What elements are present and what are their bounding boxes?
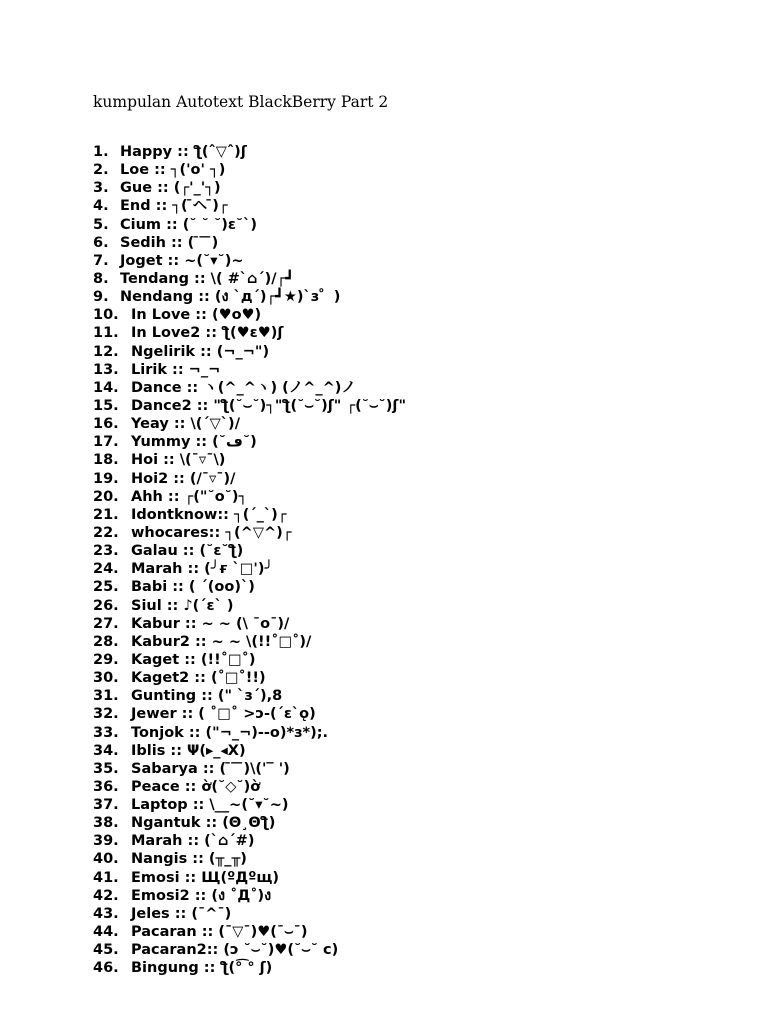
list-item-number: 22. (93, 524, 119, 541)
list-item (93, 161, 753, 179)
list-item-text: In Love2 :: ƪ(♥ε♥)ʃ (131, 325, 284, 342)
list-item-text: Marah :: (╯ғ `□')╯ (131, 561, 274, 578)
list-item-number: 17. (93, 434, 119, 451)
list-item-text: Sedih :: ( ̄‾ ̄) (120, 234, 219, 251)
list-item-number: 8. (93, 270, 109, 287)
list-item-text: Nendang :: (ง `д´)┌┛★)`з゜) (120, 289, 341, 306)
list-item (93, 832, 753, 850)
list-item (93, 633, 753, 651)
list-item-number: 33. (93, 724, 119, 741)
list-item (93, 941, 753, 959)
document-title: kumpulan Autotext BlackBerry Part 2 (93, 93, 389, 111)
list-item-text: Galau :: (˘ε˘ƪ) (131, 543, 244, 560)
list-item-text: Loe :: ┐('o' ┐) (120, 162, 226, 179)
list-item-text: Peace :: ờ(˘◇˘)ờ (131, 778, 261, 795)
list-item-number: 31. (93, 688, 119, 705)
list-item-text: Kaget :: (!!˚□˚) (131, 651, 256, 668)
list-item-number: 41. (93, 869, 119, 886)
list-item (93, 397, 753, 415)
list-item (93, 578, 753, 596)
list-item-text: Hoi :: \(¯▿¯\) (131, 452, 226, 469)
list-item (93, 814, 753, 832)
list-item-text: Emosi :: Щ(ºДºщ) (131, 869, 280, 886)
list-item-text: Babi :: ( ´(oo)`) (131, 579, 255, 596)
list-item-number: 9. (93, 289, 109, 306)
list-item (93, 796, 753, 814)
list-item-number: 13. (93, 361, 119, 378)
list-item-text: Yeay :: \(´▽`)/ (131, 416, 240, 433)
list-item (93, 252, 753, 270)
list-item (93, 651, 753, 669)
list-item-text: Kaget2 :: (˚□˚!!) (131, 670, 266, 687)
list-item-number: 29. (93, 651, 119, 668)
list-item-text: Gunting :: (" `з´),8 (131, 688, 283, 705)
list-item (93, 959, 753, 977)
list-item-text: Tonjok :: ("¬_¬)--o)*з*);. (131, 724, 329, 741)
list-item-number: 16. (93, 416, 119, 433)
list-item (93, 270, 753, 288)
list-item (93, 197, 753, 215)
list-item-text: Dance :: ヽ(^_^ヽ) (ノ^_^)ノ (131, 379, 356, 396)
list-item-number: 18. (93, 452, 119, 469)
list-item (93, 306, 753, 324)
list-item-text: Siul :: ♪(´ε` ) (131, 597, 234, 614)
list-item-number: 38. (93, 815, 119, 832)
list-item-text: Emosi2 :: (ง ˚Д˚)ง (131, 887, 272, 904)
list-item-text: End :: ┐( ̄ヘ ̄)┌ (120, 198, 228, 215)
list-item-number: 32. (93, 706, 119, 723)
list-item (93, 415, 753, 433)
list-item-number: 23. (93, 543, 119, 560)
list-item-text: In Love :: (♥o♥) (131, 307, 262, 324)
list-item-text: Yummy :: (˘ڡ˘) (131, 434, 257, 451)
list-item-text: whocares:: ┐(^▽^)┌ (131, 524, 292, 541)
list-item-number: 19. (93, 470, 119, 487)
list-item-number: 15. (93, 397, 119, 414)
list-item-text: Joget :: ~(˘▾˘)~ (120, 252, 244, 269)
list-item (93, 324, 753, 342)
list-item-text: Nangis :: (╥_╥) (131, 851, 247, 868)
list-item (93, 778, 753, 796)
list-item-text: Sabarya :: ( ̄‾ ̄)\('‾ ') (131, 760, 290, 777)
list-item-number: 37. (93, 797, 119, 814)
list-item-number: 36. (93, 778, 119, 795)
list-item-number: 11. (93, 325, 119, 342)
list-item-number: 24. (93, 561, 119, 578)
list-item-number: 3. (93, 180, 109, 197)
list-item-number: 20. (93, 488, 119, 505)
list-item (93, 179, 753, 197)
list-item (93, 506, 753, 524)
list-item-number: 21. (93, 506, 119, 523)
list-item (93, 597, 753, 615)
list-item-text: Laptop :: \__~(˘▾˘~) (131, 797, 289, 814)
list-item-text: Ngantuk :: (Θ¸Θƪ) (131, 815, 276, 832)
list-item-text: Dance2 :: "ƪ(˘⌣˘)┐"ƪ(˘⌣˘)ʃ" ┌(˘⌣˘)ʃ" (131, 397, 407, 414)
list-item-text: Jewer :: ( ˚□˚ >ↄ-(´ε`ǫ) (131, 706, 316, 723)
list-item-number: 45. (93, 942, 119, 959)
list-item-text: Kabur :: ~ ~ (\ ¯o¯)/ (131, 615, 290, 632)
list-item-text: Ahh :: ┌("˘o˘)┐ (131, 488, 248, 505)
list-item-text: Iblis :: Ψ(▸_◂X) (131, 742, 246, 759)
list-item (93, 288, 753, 306)
list-item-number: 27. (93, 615, 119, 632)
list-item (93, 361, 753, 379)
list-item (93, 560, 753, 578)
list-item-text: Hoi2 :: (/¯▿¯)/ (131, 470, 236, 487)
list-item-number: 46. (93, 960, 119, 977)
list-item-number: 25. (93, 579, 119, 596)
list-item-number: 6. (93, 234, 109, 251)
list-item-text: Marah :: (`⌂´#) (131, 833, 255, 850)
list-item-number: 2. (93, 162, 109, 179)
list-item (93, 760, 753, 778)
list-item (93, 669, 753, 687)
list-item (93, 687, 753, 705)
list-item (93, 451, 753, 469)
list-item-number: 28. (93, 633, 119, 650)
list-item-text: Cium :: (˘ ˘ ˘)ε˘`) (120, 216, 258, 233)
list-item (93, 850, 753, 868)
list-item-text: Gue :: (┌'_'┐) (120, 180, 221, 197)
list-item (93, 742, 753, 760)
list-item-number: 5. (93, 216, 109, 233)
list-item-number: 12. (93, 343, 119, 360)
list-item-number: 30. (93, 670, 119, 687)
list-item-text: Pacaran :: (¯▽¯)♥(¯⌣¯) (131, 924, 308, 941)
list-item (93, 234, 753, 252)
list-item-number: 43. (93, 905, 119, 922)
list-item-text: Lirik :: ¬_¬ (131, 361, 221, 378)
autotext-list (93, 143, 753, 977)
list-item-text: Jeles :: (¯^¯) (131, 905, 232, 922)
list-item (93, 542, 753, 560)
list-item-number: 39. (93, 833, 119, 850)
list-item-text: Bingung :: ƪ(°͡ ° ʃ) (131, 960, 273, 977)
list-item (93, 470, 753, 488)
list-item (93, 216, 753, 234)
list-item (93, 923, 753, 941)
list-item-text: Kabur2 :: ~ ~ \(!!˚□˚)/ (131, 633, 312, 650)
list-item-text: Happy :: ƪ(ˆ▽ˆ)ʃ (120, 144, 247, 160)
list-item (93, 379, 753, 397)
list-item-text: Idontknow:: ┐(´_`)┌ (131, 506, 287, 523)
list-item (93, 343, 753, 361)
list-item-number: 26. (93, 597, 119, 614)
list-item (93, 724, 753, 742)
list-item-number: 35. (93, 760, 119, 777)
list-item (93, 488, 753, 506)
list-item-number: 4. (93, 198, 109, 215)
list-item (93, 143, 753, 161)
list-item (93, 705, 753, 723)
list-item (93, 887, 753, 905)
list-item-number: 7. (93, 252, 109, 269)
list-item-text: Pacaran2:: (ↄ ˘⌣˘)♥(˘⌣˘ c) (131, 942, 339, 959)
list-item (93, 615, 753, 633)
list-item-text: Tendang :: \( #`⌂´)/┌┛ (120, 270, 295, 287)
list-item (93, 869, 753, 887)
list-item-number: 44. (93, 924, 119, 941)
list-item-text: Ngelirik :: (¬_¬") (131, 343, 270, 360)
list-item-number: 10. (93, 307, 119, 324)
list-item-number: 1. (93, 144, 109, 160)
list-item (93, 905, 753, 923)
list-item (93, 433, 753, 451)
list-item (93, 524, 753, 542)
list-item-number: 42. (93, 887, 119, 904)
list-item-number: 34. (93, 742, 119, 759)
list-item-number: 14. (93, 379, 119, 396)
list-item-number: 40. (93, 851, 119, 868)
